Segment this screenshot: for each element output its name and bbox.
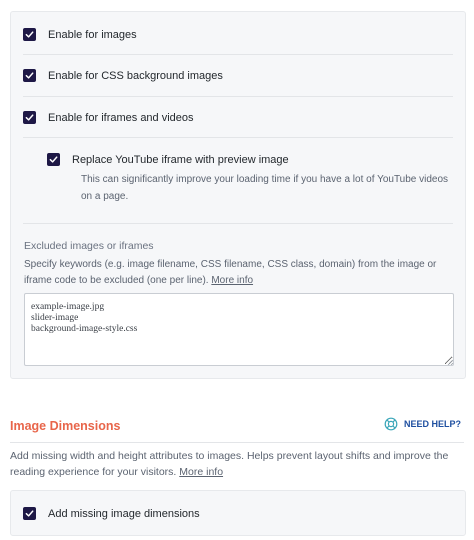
lazyload-settings-panel (10, 11, 466, 379)
checkmark-icon (25, 30, 34, 39)
need-help-label: NEED HELP? (403, 419, 461, 429)
checkbox-enable-css-bg[interactable] (23, 69, 36, 82)
checkmark-icon (25, 71, 34, 80)
option-enable-iframes[interactable] (23, 111, 453, 124)
checkbox-enable-iframes[interactable] (23, 111, 36, 124)
more-info-link[interactable]: More info (211, 275, 254, 286)
option-label: Enable for CSS background images (48, 69, 223, 82)
divider (23, 223, 453, 224)
option-label: Replace YouTube iframe with preview image (72, 153, 289, 166)
need-help-link[interactable] (384, 417, 461, 431)
image-dimensions-panel (10, 490, 466, 536)
option-add-missing-dimensions[interactable] (23, 507, 453, 520)
divider (23, 96, 453, 97)
replace-youtube-description: This can significantly improve your loading time if you have a lot of YouTube videos on a page. (81, 174, 449, 202)
excluded-textarea[interactable]: example-image.jpg slider-image background-image-style.css (24, 293, 454, 366)
section-title-image-dimensions: Image Dimensions (10, 419, 121, 433)
more-info-link[interactable]: More info (179, 466, 224, 478)
checkbox-add-missing-dimensions[interactable] (23, 507, 36, 520)
checkmark-icon (25, 113, 34, 122)
section-divider (10, 442, 464, 443)
option-enable-images[interactable] (23, 28, 453, 41)
excluded-label: Excluded images or iframes (24, 240, 154, 252)
option-label: Enable for images (48, 28, 137, 41)
image-dimensions-description: Add missing width and height attributes to images. Helps prevent layout shifts and improve the reading experience for your visitors. More info (10, 450, 449, 478)
checkbox-enable-images[interactable] (23, 28, 36, 41)
resize-grip-icon[interactable] (447, 359, 453, 365)
option-enable-css-bg[interactable] (23, 69, 453, 82)
excluded-description: Specify keywords (e.g. image filename, CSS filename, CSS class, domain) from the image or iframe code to be excluded (one per line). More info (24, 259, 437, 286)
lifebuoy-icon (384, 417, 398, 431)
checkmark-icon (25, 509, 34, 518)
checkmark-icon (49, 155, 58, 164)
option-replace-youtube[interactable] (47, 153, 453, 166)
option-label: Enable for iframes and videos (48, 111, 194, 124)
divider (23, 54, 453, 55)
divider (23, 137, 453, 138)
checkbox-replace-youtube[interactable] (47, 153, 60, 166)
option-label: Add missing image dimensions (48, 507, 200, 520)
